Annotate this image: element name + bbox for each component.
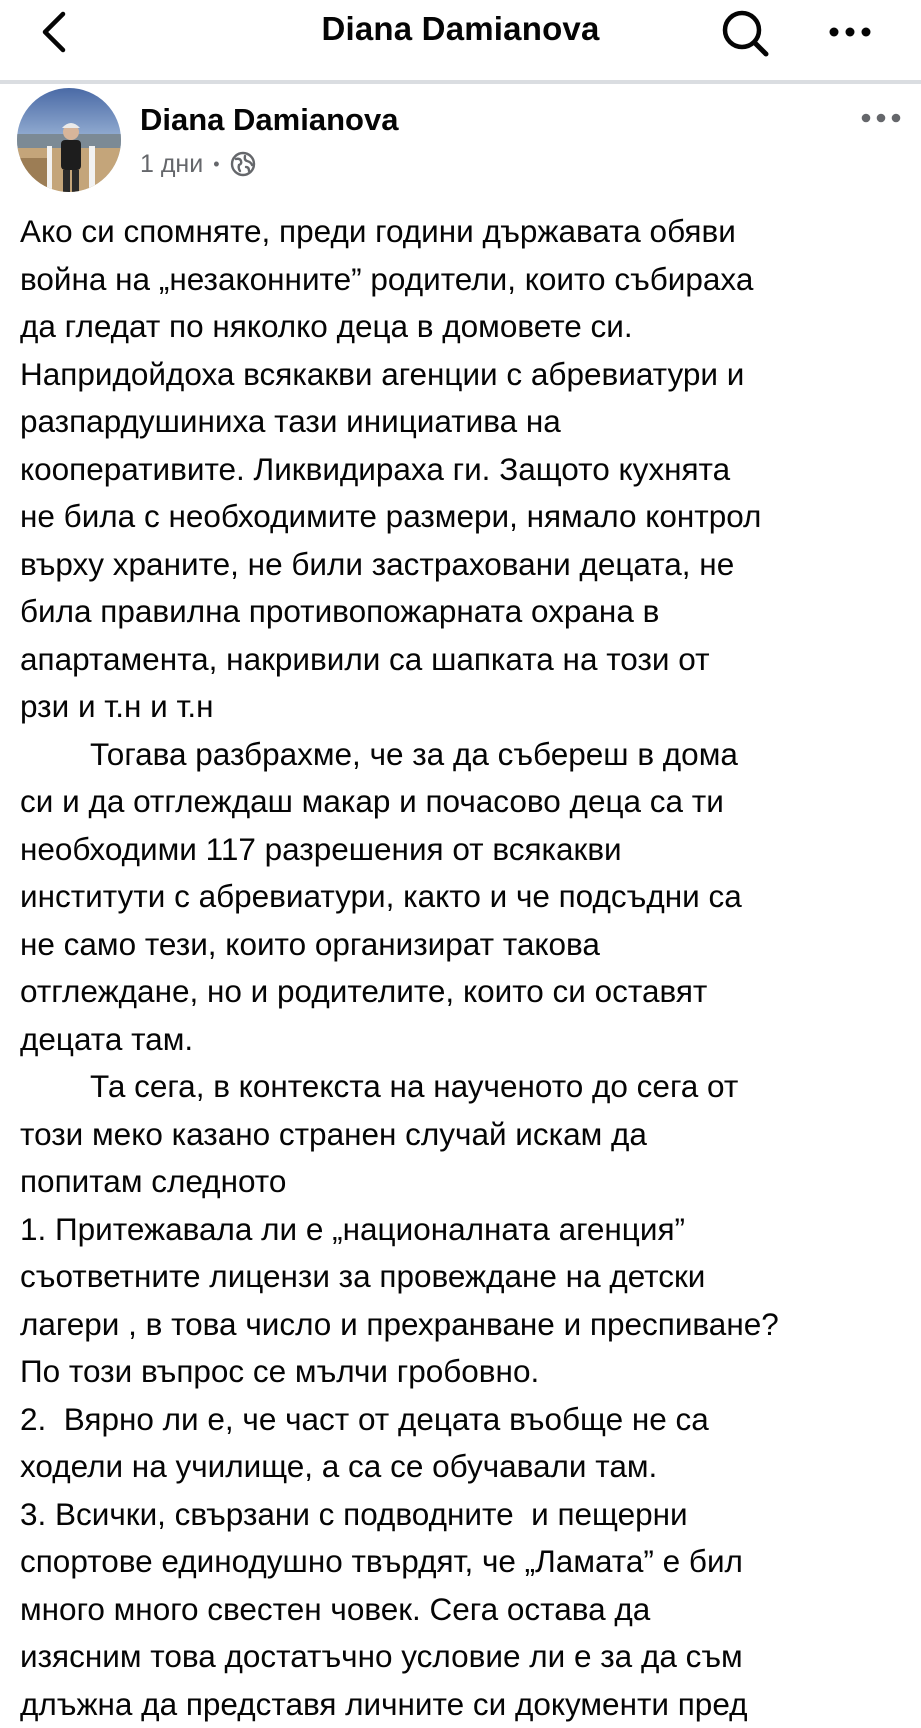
post-timestamp[interactable]: 1 дни [140, 150, 203, 179]
more-options-button[interactable] [822, 8, 878, 56]
more-horizontal-icon [829, 27, 871, 37]
post-options-button[interactable] [856, 98, 906, 138]
avatar[interactable] [17, 88, 121, 192]
post-paragraph: 3. Всички, свързани с подводните и пещерни спортове единодушно твърдят, че „Ламата” е бил много много свестен човек. Сега остава да изясним това достатъчно условие ли е за да съм длъжна да представя личните си документи пред [20, 1491, 920, 1728]
post-paragraph: 2. Вярно ли е, че част от децата въобще не са ходели на училище, а са се обучавали там. [20, 1396, 920, 1491]
post-text [20, 208, 920, 1728]
post-paragraph: Тогава разбрахме, че за да събереш в дома си и да отглеждаш макар и почасово деца са ти необходими 117 разрешения от всякакви институти с абревиатури, както и че подсъдни са не само тези, които организират такова отглеждане, но и родителите, които си оставят децата там. [20, 731, 920, 1064]
post-meta [140, 147, 256, 181]
top-bar [0, 0, 921, 80]
search-icon [720, 8, 770, 58]
post-paragraph: Ако си спомняте, преди години държавата обяви война на „незаконните” родители, които събираха да гледат по няколко деца в домовете си. Напридойдоха всякакви агенции с абревиатури и разпардушиниха тази инициатива на кооперативите. Ликвидираха ги. Защото кухнята не била с необходимите размери, нямало контрол върху храните, не били застраховани децата, не била правилна противопожарната охрана в апартамента, накривили са шапката на този от рзи и т.н и т.н [20, 208, 920, 731]
header-divider [0, 80, 921, 84]
post-paragraph: 1. Притежавала ли е „националната агенция” съответните лицензи за провеждане на детски лагери , в това число и прехранване и преспиване? По този въпрос се мълчи гробовно. [20, 1206, 920, 1396]
profile-photo [17, 88, 121, 192]
search-button[interactable] [718, 6, 772, 60]
more-horizontal-icon [861, 113, 901, 123]
post-paragraph: Та сега, в контекста на наученото до сега от този меко казано странен случай искам да попитам следното [20, 1063, 920, 1206]
author-name[interactable]: Diana Damianova [140, 102, 398, 138]
globe-icon [230, 151, 256, 177]
meta-separator: • [213, 154, 219, 175]
page-title: Diana Damianova [0, 10, 921, 48]
